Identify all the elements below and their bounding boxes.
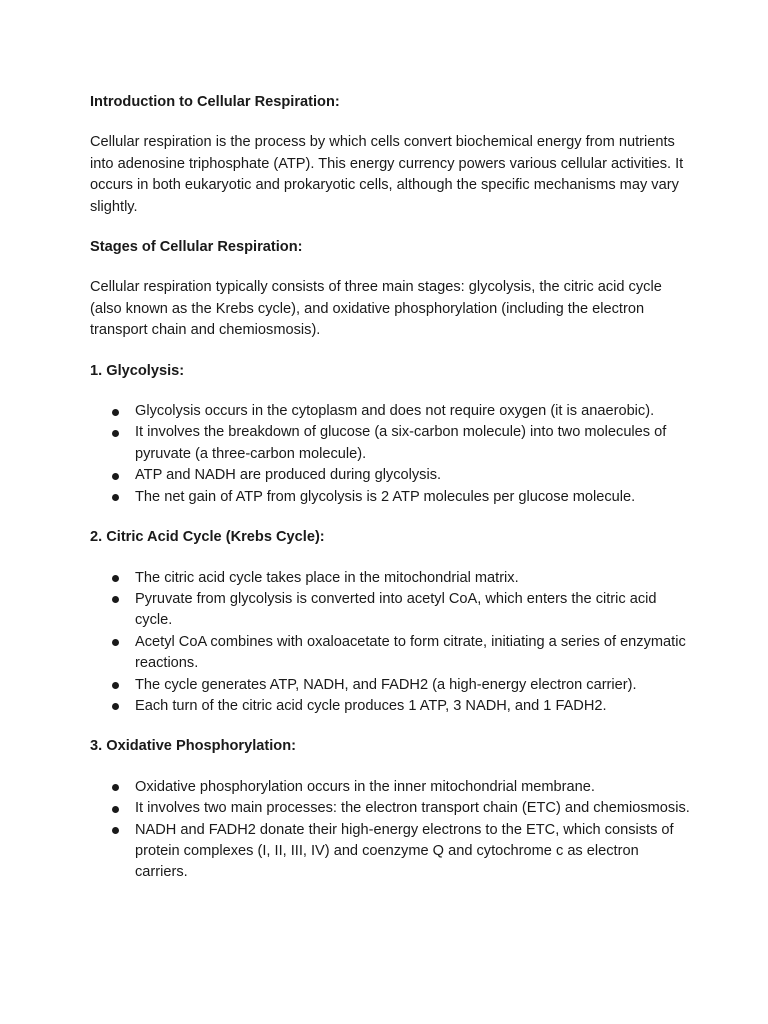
list-item bbox=[90, 568, 690, 589]
list-item-text: Glycolysis occurs in the cytoplasm and does not require oxygen (it is anaerobic). bbox=[135, 403, 655, 420]
bullet-icon bbox=[112, 473, 119, 480]
list-item bbox=[90, 798, 690, 819]
bullet-icon bbox=[112, 409, 119, 416]
list-item-text: Oxidative phosphorylation occurs in the inner mitochondrial membrane. bbox=[135, 778, 595, 795]
glycolysis-heading: 1. Glycolysis: bbox=[90, 362, 185, 379]
krebs-list bbox=[90, 568, 690, 718]
list-item-text: Acetyl CoA combines with oxaloacetate to form citrate, initiating a series of enzymatic reactions. bbox=[135, 633, 686, 672]
krebs-heading: 2. Citric Acid Cycle (Krebs Cycle): bbox=[90, 529, 325, 546]
stages-paragraph: Cellular respiration typically consists of three main stages: glycolysis, the citric acid cycle (also known as the Krebs cycle), and oxidative phosphorylation (including the electron transport chain and chemiosmosis). bbox=[90, 279, 662, 339]
list-item bbox=[90, 696, 690, 717]
list-item bbox=[90, 632, 690, 675]
bullet-icon bbox=[112, 430, 119, 437]
bullet-icon bbox=[112, 784, 119, 791]
list-item bbox=[90, 465, 690, 486]
list-item-text: It involves the breakdown of glucose (a six-carbon molecule) into two molecules of pyruvate (a three-carbon molecule). bbox=[135, 424, 667, 462]
list-item-text: NADH and FADH2 donate their high-energy electrons to the ETC, which consists of protein complexes (I, II, III, IV) and coenzyme Q and cytochrome c as electron carriers. bbox=[135, 821, 674, 881]
list-item-text: It involves two main processes: the electron transport chain (ETC) and chemiosmosis. bbox=[135, 800, 690, 817]
bullet-icon bbox=[112, 575, 119, 582]
list-item bbox=[90, 777, 690, 798]
oxphos-list bbox=[90, 777, 690, 884]
bullet-icon bbox=[112, 703, 119, 710]
list-item-text: Pyruvate from glycolysis is converted into acetyl CoA, which enters the citric acid cycle. bbox=[135, 590, 657, 629]
bullet-icon bbox=[112, 596, 119, 603]
list-item-text: The net gain of ATP from glycolysis is 2 ATP molecules per glucose molecule. bbox=[135, 488, 636, 505]
intro-paragraph: Cellular respiration is the process by which cells convert biochemical energy from nutrients into adenosine triphosphate (ATP). This energy currency powers various cellular activities. It occurs in both eukaryotic and prokaryotic cells, although the specific mechanisms may vary slightly. bbox=[90, 134, 684, 215]
bullet-icon bbox=[112, 639, 119, 646]
bullet-icon bbox=[112, 682, 119, 689]
bullet-icon bbox=[112, 806, 119, 813]
document-page bbox=[90, 92, 690, 884]
list-item bbox=[90, 589, 690, 632]
oxphos-heading: 3. Oxidative Phosphorylation: bbox=[90, 738, 296, 755]
list-item-text: Each turn of the citric acid cycle produces 1 ATP, 3 NADH, and 1 FADH2. bbox=[135, 697, 607, 714]
list-item bbox=[90, 820, 690, 884]
glycolysis-list bbox=[90, 401, 690, 508]
bullet-icon bbox=[112, 827, 119, 834]
intro-heading: Introduction to Cellular Respiration: bbox=[90, 94, 340, 110]
stages-heading: Stages of Cellular Respiration: bbox=[90, 239, 303, 256]
list-item bbox=[90, 422, 690, 465]
list-item bbox=[90, 675, 690, 696]
list-item bbox=[90, 401, 690, 422]
list-item bbox=[90, 487, 690, 508]
list-item-text: ATP and NADH are produced during glycolysis. bbox=[135, 467, 442, 484]
list-item-text: The citric acid cycle takes place in the mitochondrial matrix. bbox=[135, 569, 519, 586]
list-item-text: The cycle generates ATP, NADH, and FADH2 (a high-energy electron carrier). bbox=[135, 676, 637, 693]
bullet-icon bbox=[112, 494, 119, 501]
